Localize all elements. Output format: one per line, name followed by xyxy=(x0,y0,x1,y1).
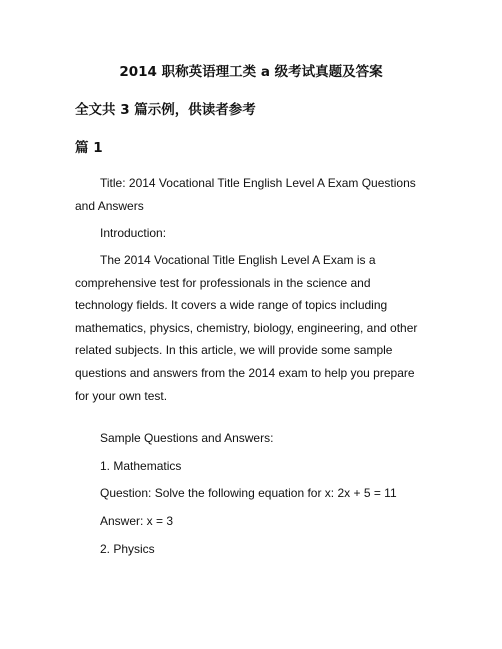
paragraph-text: Title: 2014 Vocational Title English Level A Exam Questions and Answers xyxy=(75,176,416,213)
paragraph-text: 1. Mathematics xyxy=(100,459,182,473)
section-heading: 篇 1 xyxy=(75,140,103,156)
paragraph-mathematics-heading xyxy=(75,455,427,478)
document-title: 2014 职称英语理工类 a 级考试真题及答案 xyxy=(119,64,383,80)
paragraph-title-line xyxy=(75,172,427,217)
paragraph-text: The 2014 Vocational Title English Level A Exam is a comprehensive test for professionals in the science and technology fields. It covers a wide range of topics including mathematics, physics, chemistry, biology, engineering, and other related subjects. In this article, we will provide some sample questions and answers from the 2014 exam to help you prepare for your own test. xyxy=(75,253,418,403)
paragraph-text: Answer: x = 3 xyxy=(100,514,174,528)
paragraph-introduction-label xyxy=(75,222,427,245)
paragraph-text: Introduction: xyxy=(100,226,167,240)
paragraph-physics-heading xyxy=(75,538,427,561)
paragraph-math-question xyxy=(75,482,427,505)
paragraph-sample-qa-label xyxy=(75,427,427,450)
paragraph-math-answer xyxy=(75,510,427,533)
paragraph-text: Sample Questions and Answers: xyxy=(100,431,274,445)
paragraph-text: 2. Physics xyxy=(100,542,155,556)
paragraph-introduction-body xyxy=(75,249,427,407)
paragraph-text: Question: Solve the following equation for x: 2x + 5 = 11 xyxy=(100,486,397,500)
document-subtitle: 全文共 3 篇示例，供读者参考 xyxy=(75,102,256,118)
